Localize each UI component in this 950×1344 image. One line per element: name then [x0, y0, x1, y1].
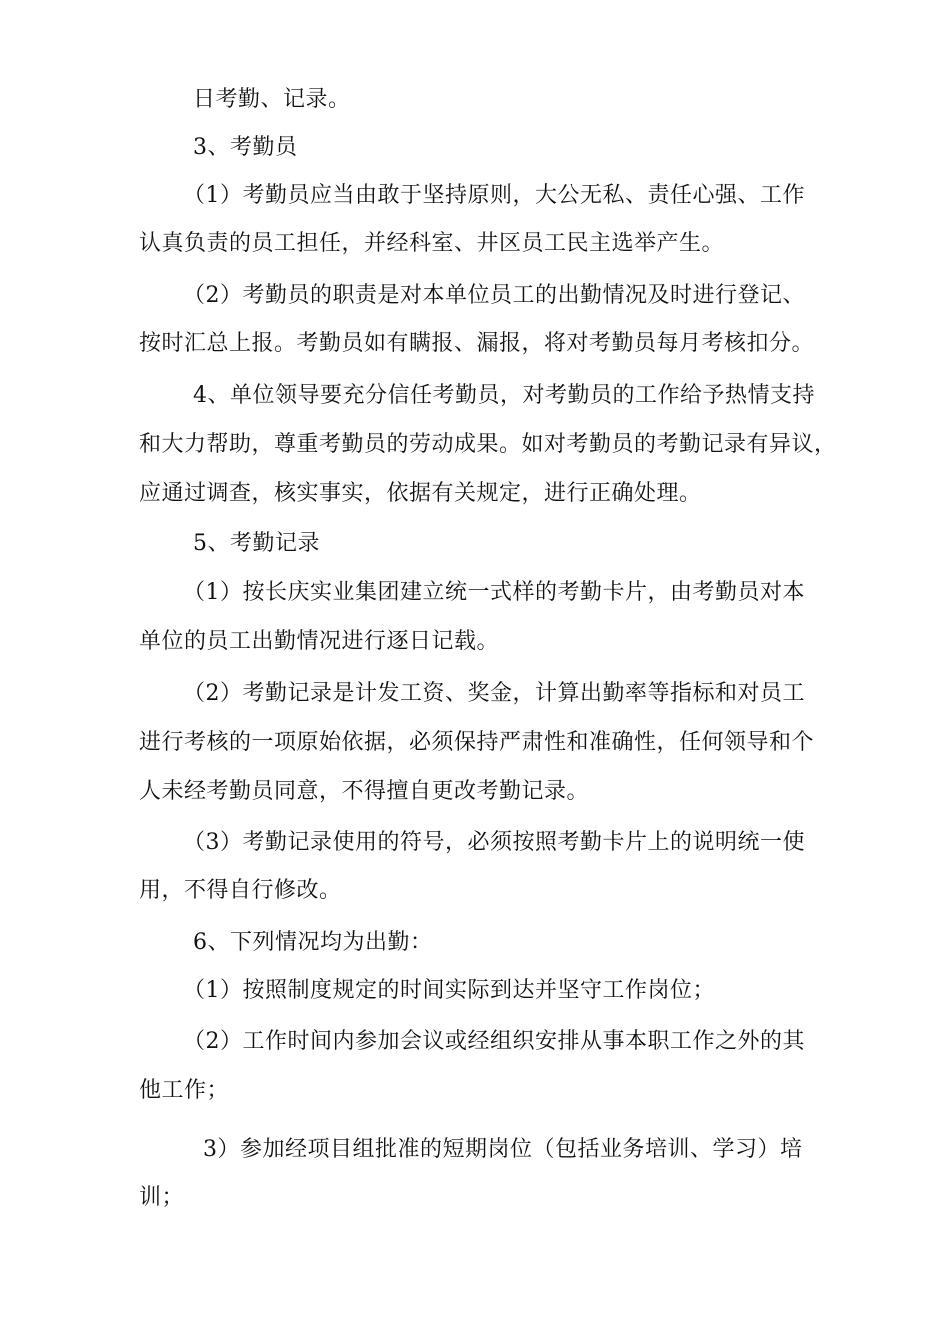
text-line: 他工作； [139, 1078, 230, 1103]
text-line: 3）参加经项目组批准的短期岗位（包括业务培训、学习）培 [203, 1137, 803, 1162]
text-line: （2）考勤记录是计发工资、奖金，计算出勤率等指标和对员工 [183, 681, 805, 706]
text-line: （1）按照制度规定的时间实际到达并坚守工作岗位； [183, 978, 715, 1003]
text-line: 进行考核的一项原始依据，必须保持严肃性和准确性，任何领导和个 [139, 730, 815, 755]
text-line: 人未经考勤员同意，不得擅自更改考勤记录。 [139, 779, 590, 804]
text-line: （2）考勤员的职责是对本单位员工的出勤情况及时进行登记、 [183, 283, 805, 308]
text-line: 训； [139, 1185, 185, 1210]
section-heading: 6、下列情况均为出勤： [193, 930, 433, 955]
text-line: （1）考勤员应当由敢于坚持原则，大公无私、责任心强、工作 [183, 183, 805, 208]
text-line: 用，不得自行修改。 [139, 878, 342, 903]
text-line: 应通过调查，核实事实，依据有关规定，进行正确处理。 [139, 481, 702, 506]
section-heading: 3、考勤员 [193, 135, 298, 160]
text-line: 和大力帮助，尊重考勤员的劳动成果。如对考勤员的考勤记录有异议， [139, 432, 837, 457]
text-line: 单位的员工出勤情况进行逐日记载。 [139, 629, 500, 654]
text-line: （1）按长庆实业集团建立统一式样的考勤卡片，由考勤员对本 [183, 580, 805, 605]
text-line: 4、单位领导要充分信任考勤员，对考勤员的工作给予热情支持 [193, 383, 815, 408]
text-line: （3）考勤记录使用的符号，必须按照考勤卡片上的说明统一使 [183, 830, 805, 855]
section-heading: 5、考勤记录 [193, 531, 320, 556]
text-line: （2）工作时间内参加会议或经组织安排从事本职工作之外的其 [183, 1029, 805, 1054]
text-line: 日考勤、记录。 [193, 87, 351, 112]
text-line: 按时汇总上报。考勤员如有瞒报、漏报，将对考勤员每月考核扣分。 [139, 331, 815, 356]
text-line: 认真负责的员工担任，并经科室、井区员工民主选举产生。 [139, 231, 725, 256]
